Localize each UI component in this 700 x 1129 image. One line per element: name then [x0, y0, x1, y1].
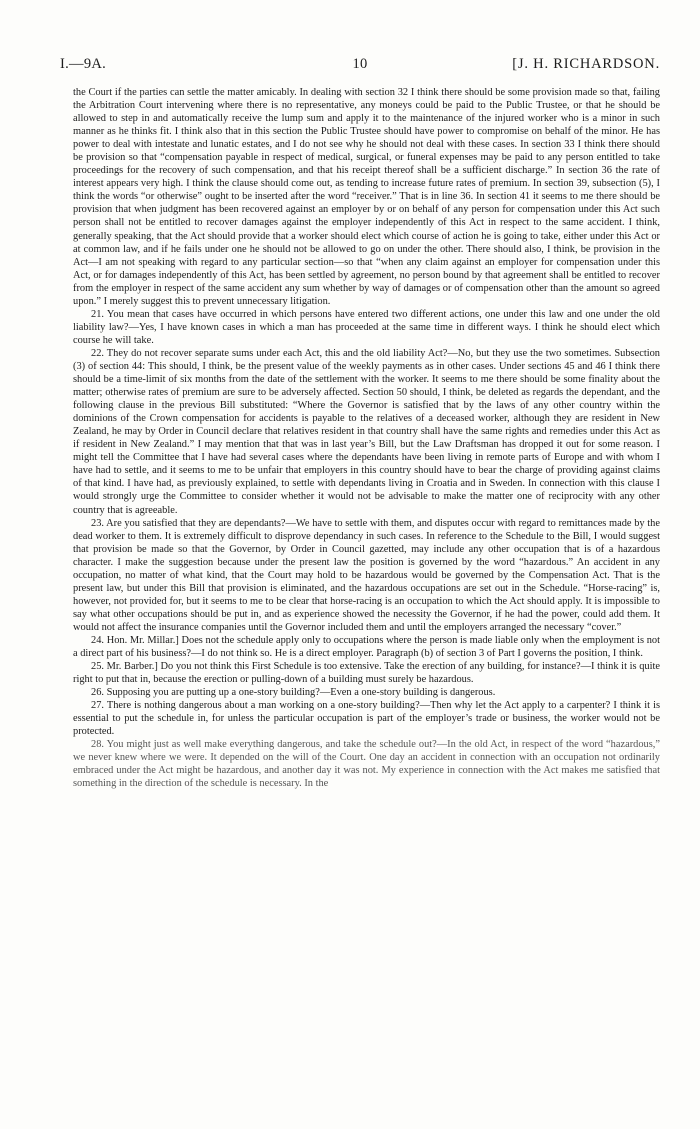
paragraph-continuation: the Court if the parties can settle the matter amicably. In dealing with section 32 I think there should be some provision made so that, failing the Arbitration Court intervening where there is no representative, any moneys could be paid to the Public Trustee, or that he should be allowed to step in and automatically receive the lump sum and apply it to the maintenance of the injured worker who is a minor in such manner as he thinks fit. I think also that in this section the Public Trustee should have power to compromise on behalf of the minor. He has power to deal with intestate and lunatic estates, and I do not see why he should not deal with these cases. In section 33 I think there should be provision so that “compensation payable in respect of medical, surgical, or funeral expenses may be paid to any person entitled to take proceedings for the recovery of such compensation, and that his receipt thereof shall be a sufficient discharge.” In section 36 the rate of interest appears very high. I think the clause should come out, as tending to increase future rates of premium. In section 39, subsection (5), I think the words “or otherwise” ought to be inserted after the word “receiver.” That is in line 36. In section 41 it seems to me there should be provision that when judgment has been recovered against an employer by or on behalf of any person for compensation under this Act such person shall not be entitled to recover damages against the employer independently of this Act in respect to the same accident. I think, generally speaking, that the Act should provide that a worker should elect which course of action he is going to take, either under this Act or at common law, and if he fails under one he should not be allowed to go on under the other. There should also, I think, be provision in the Act—I am not speaking with regard to any particular section—so that “when any claim against an employer for compensation under this Act, or for damages independently of this Act, has been settled by agreement, no person bound by that agreement shall be entitled to recover from the employer in respect of the same accident any sum whether by way of damages or of compensation other than the amount so agreed upon.” I merely suggest this to prevent unnecessary litigation.	[73, 87, 660, 307]
document-body	[73, 86, 660, 791]
document-reference: I.—9A.	[60, 56, 107, 72]
paragraph-question-27: 27. There is nothing dangerous about a man working on a one-story building?—Then why let the Act apply to a carpenter? I think it is essential to put the schedule in, for unless the particular occupation is part of the employer’s trade or business, the worker would not be protected.	[73, 700, 660, 738]
paragraph-question-23: 23. Are you satisfied that they are dependants?—We have to settle with them, and disputes occur with regard to remittances made by the dead worker to them. It is extremely difficult to disprove dependancy in such cases. In reference to the Schedule to the Bill, I would suggest that provision be made so that the Governor, by Order in Council gazetted, may include any other occupation that is of a hazardous character. I make the suggestion because under the present law the position is governed by the word “hazardous.” An accident in any occupation, no matter of what kind, that the Court may hold to be hazardous would be governed by the Compensation Act. That is the present law, but under this Bill that provision is eliminated, and the hazardous occupations are set out in the Schedule. “Horse-racing” is, however, not provided for, but it seems to me to be clear that horse-racing is an occupation to which the Act should apply. It is impossible to say what other occupations should be put in, and as experience showed the necessity the Governor, if he had the power, could add them. It would not affect the insurance companies until the Governor included them and until the employers arranged the necessary “cover.”	[73, 517, 660, 633]
paragraph-question-25: 25. Mr. Barber.] Do you not think this First Schedule is too extensive. Take the erection of any building, for instance?—I think it is quite right to put that in, because the erection or pulling-down of a building must surely be hazardous.	[73, 661, 660, 686]
paragraph-question-21: 21. You mean that cases have occurred in which persons have entered two different actions, one under this law and one under the old liability law?—Yes, I have known cases in which a man has proceeded at the same time in different ways. I think he should elect which course he will take.	[73, 308, 660, 346]
paragraph-question-22: 22. They do not recover separate sums under each Act, this and the old liability Act?—No, but they use the two sometimes. Subsection (3) of section 44: This should, I think, be the present value of the weekly payments as in other cases. Under sections 45 and 46 I think there should be a time-limit of six months from the date of the settlement with the worker. It seems to me there should be some finality about the matter; otherwise rates of premium are sure to be adversely affected. Section 50 should, I think, be deleted as regards the dependant, and the following clause in the previous Bill substituted: “Where the Governor is satisfied that by the laws of any other country within the dominions of the Crown compensation for accidents is payable to the relatives of a deceased worker, although they are resident in New Zealand, he may by Order in Council declare that relatives resident in that country shall have the same rights and remedies under this Act as if resident in New Zealand.” I may mention that that was in last year’s Bill, but the Law Draftsman has dropped it out for some reason. I might tell the Committee that I have had several cases where the dependants have been living in remote parts of Europe and with whom I have had to settle, and it seems to me to be unfair that employers in this country should have to bear the charge of providing against claims of that kind. I have had, as previously explained, to settle with dependants living in Croatia and in Sweden. In connection with this clause I would strongly urge the Committee to consider whether it would not be advisable to make the matter one of reciprocity with any other country that is agreeable.	[73, 347, 660, 516]
page-header	[60, 56, 660, 78]
paragraph-question-26: 26. Supposing you are putting up a one-story building?—Even a one-story building is dangerous.	[91, 687, 496, 699]
paragraph-question-24: 24. Hon. Mr. Millar.] Does not the schedule apply only to occupations where the person is made liable only when the employment is not a direct part of his business?—I do not think so. He is a direct employer. Paragraph (b) of section 3 of Part I governs the position, I think.	[73, 634, 660, 660]
page-number: 10	[352, 56, 368, 72]
witness-name: [J. H. RICHARDSON.	[512, 56, 660, 72]
paragraph-question-28: 28. You might just as well make everything dangerous, and take the schedule out?—In the old Act, in respect of the word “hazardous,” we never knew where we were. It depended on the will of the Court. One day an accident in connection with an occupation not ordinarily embraced under the Act might be hazardous, and another day it was not. My experience in connection with the Act makes me satisfied that something in the direction of the schedule is necessary. In the	[73, 739, 660, 790]
